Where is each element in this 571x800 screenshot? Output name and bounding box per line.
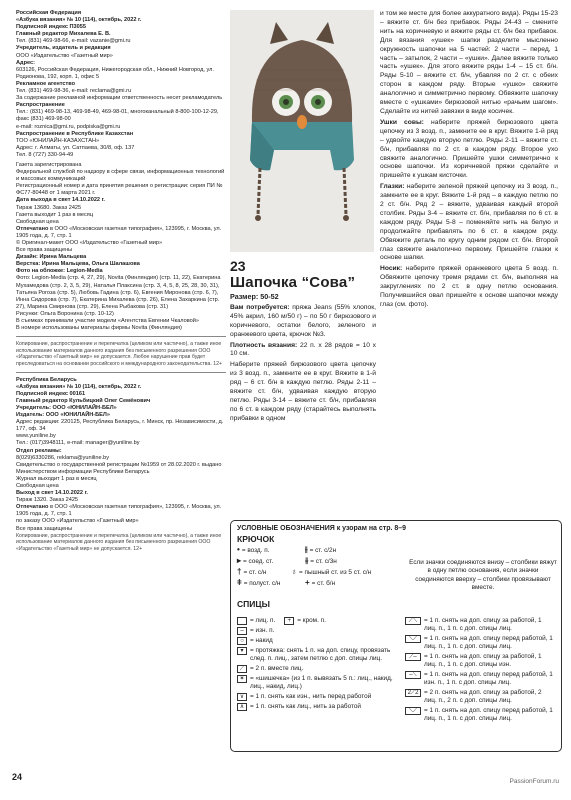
- knit-symbols-left: [237, 617, 397, 713]
- imprint-copyright: © Оригинал-макет ООО «Издательство «Газетный мир»: [16, 240, 163, 246]
- materials-text: пряжа Jeans (55% хлопок, 45% акрил, 160 м/50 г) – по 50 г бирюзового и коричневого, остатки белого, зеленого и оранжевого цвета, крючок №3.: [230, 303, 376, 338]
- nose-heading: Носик:: [380, 265, 403, 273]
- chain-stitch-icon: •: [237, 545, 240, 554]
- purl-stitch-icon: –: [237, 627, 247, 635]
- imprint-novita: В номере использованы материалы фирмы Novita (Финляндия): [16, 325, 182, 332]
- imprint-cert-by: Свидетельство о государственной регистрации №1959 от 28.02.2020 г. выдано Министерством информации Республики Беларусь: [16, 461, 222, 475]
- imprint-tel-ru: Тел. (831) 469-98-66, e-mail: vazanie@gmi.ru: [16, 38, 131, 45]
- imprint-ads-note: За содержание рекламной информации ответственность несет рекламодатель: [16, 95, 223, 102]
- legend-crochet-heading: КРЮЧОК: [237, 534, 275, 544]
- imprint-printed-by: в ООО «Московская газетная типография», 123995, г. Москва, ул. 1905 года, д. 7, стр. 1: [16, 504, 222, 518]
- slip-stitch-icon: ▸: [237, 556, 242, 565]
- legend-k3: = изн. п.: [250, 627, 275, 634]
- bobble-icon: ✶: [237, 675, 247, 683]
- triple-treble-icon: ⫳: [305, 556, 309, 565]
- imprint-run-by: Тираж 1320. Заказ 2425: [16, 497, 79, 504]
- imprint-dist-mail: e-mail: roznica@gmi.ru, podpiska@gmi.ru: [16, 123, 121, 130]
- imprint-drawings: Рисунки: Ольга Воронина (стр. 10-12): [16, 310, 114, 317]
- legend-k6: = 2 п. вместе лиц.: [250, 665, 304, 672]
- imprint-printed-h-by: Отпечатано: [16, 504, 49, 511]
- imprint-photos: Фото: Legion-Media (стр. 4, 27, 29), Novita (Финляндия) (стр. 11, 22), Екатерина Мухамедова (стр. 2, 3, 5, 29), Наталья Плаксина (стр. 3, 4, 5, 8, 25, 28, 30, 31), Татьяна Рогоза (стр. 5), Любовь Гадина (стр. 6), Евгения Миронова (стр. 6, 7), Инна Сидорова (стр. 7), Екатерина Михалева (стр. 26), Елена Захаркина (стр. 27), Марина Смирнова (стр. 29), Елена Рыбакова (стр. 31): [16, 275, 221, 310]
- page-number: 24: [12, 772, 23, 782]
- legend-c8: = ст. б/н: [311, 580, 336, 587]
- legend-r6: = 1 п. снять на доп. спицу перед работой, 1 лиц. п., 1 п. с доп. спицы лиц.: [424, 707, 553, 722]
- eyes-text: наберите зеленой пряжей цепочку из 3 возд. п., замкните ее в круг. Вяжите 1-й ряд – в каждую петлю по 2 ст. б/н. Ряд 2 – вяжите, удваивая каждый второй столбик. Ряды 3-4 – вяжите ст. б/н, прибавляя по 6 ст. в каждом ряду. Ряды 5-8 – поменяйте нить на белую и продолжайте прибавлять по 6 ст. в каждом ряду. Обвяжите деталь по кругу одним рядом ст. б/н. Второй глаз свяжите аналогично первому. Пришейте глазки к основе шапки.: [380, 183, 558, 262]
- cross-left-icon: ⟍⟋: [405, 635, 421, 643]
- imprint-dist-h: Распространение: [16, 102, 65, 109]
- legend-r1: = 1 п. снять на доп. спицу за работой, 1 лиц. п., 1 п. с доп. спицы лиц.: [424, 617, 542, 632]
- imprint-index-by: Подписной индекс 00161: [16, 390, 86, 397]
- nose-text: наберите пряжей оранжевого цвета 5 возд. п. Обвяжите цепочку тремя рядами ст. б/н, выполняя на закруглениях по 2 ст. в одну петлю основания. Получившийся овал пришейте к основе шапочки между глаз (см. фото).: [380, 265, 558, 308]
- ears-text: наберите пряжей бирюзового цвета цепочку из 3 возд. п., замкните ее в круг. Вяжите 1-й ряд – удвойте каждую вторую петлю. Ряды 2-11 – вяжите ст. б/н, прибавляя по 2 ст. в каждом ряду. Второе ухо свяжите аналогично. Пришейте ушки симметрично к основе шапочки. Из коричневой пряжи сделайте и пришейте к ушкам кисточки.: [380, 118, 559, 180]
- imprint-address-h: Адрес:: [16, 59, 36, 66]
- imprint-protected: Все права защищены: [16, 247, 73, 254]
- imprint-legal-ru: Копирование, распространение и перепечатка (целиком или частично), а также иное использование материалов данного издания без письменного разрешения ООО «Издательство «Газетный мир» не допускается. Любое нарушение прав будет преследоваться на основании российского и международного законодательства. 12+: [16, 341, 223, 367]
- density-text: 22 п. х 28 рядов = 10 х 10 см.: [230, 341, 376, 358]
- legend-c7: = полуст. с/н: [243, 580, 281, 587]
- imprint-magazine-by: «Азбука вязания» № 10 (114), октябрь, 2022 г.: [16, 383, 142, 390]
- imprint-country-by: Республика Беларусь: [16, 376, 77, 383]
- imprint-founder-by: Учредитель: ООО «ЮНИЛАЙН-БЕЛ»: [16, 404, 117, 411]
- imprint-dist: Тел.: (831) 469-98-13, 469-98-49, 469-98-01, многоканальный 8-800-100-12-29, факс (831) 469-98-00: [16, 109, 219, 123]
- imprint-run-ru: Тираж 13680. Заказ 2425: [16, 204, 82, 211]
- imprint-tel-by: Тел.: (017)3948111, e-mail: manager@yuniline.by: [16, 440, 140, 447]
- cross-left-purl-icon: –⟍: [405, 671, 421, 679]
- knit-stitch-icon: [237, 617, 247, 625]
- k2tog-icon: ⟋: [237, 665, 247, 673]
- owl-hat-photo: [230, 10, 374, 252]
- imprint-price-by: Свободная цена: [16, 483, 59, 489]
- imprint-ads-by: 8(029)6330286, reklama@yuniline.by: [16, 454, 110, 461]
- imprint-editor-ru: Главный редактор Михалева Е. В.: [16, 31, 111, 38]
- legend-knit-heading: СПИЦЫ: [237, 599, 270, 609]
- legend-k9: = 1 п. снять как лиц., нить за работой: [250, 703, 361, 710]
- imprint-protected-by: Все права защищены: [16, 525, 73, 532]
- cross-right-purl-icon: ⟋–: [405, 653, 421, 661]
- legend-r4: = 1 п. снять на доп. спицу перед работой, 1 изн. п., 1 п. с доп. спицы лиц.: [424, 671, 553, 686]
- imprint-kz-addr: Адрес: г. Алматы, ул. Сатпаева, 30/8, оф. 137: [16, 144, 135, 151]
- imprint-magazine-ru: «Азбука вязания» № 10 (114), октябрь, 2022 г.: [16, 17, 142, 24]
- imprint-freq-ru: Газета выходит 1 раз в месяц: [16, 211, 94, 218]
- yarn-over-icon: ○: [237, 637, 247, 645]
- legend-r5: = 2 п. снять на доп. спицу за работой, 2 лиц. п., 2 п. с доп. спицы лиц.: [424, 689, 542, 704]
- imprint-freq-by: Журнал выходит 1 раз в месяц: [16, 475, 97, 482]
- imprint-address-by: Адрес редакции: 220125, Республика Беларусь, г. Минск, пр. Независимости, д. 177, оф. 34: [16, 419, 224, 433]
- imprint-divider-2: [16, 372, 226, 373]
- eyes-heading: Глазки:: [380, 183, 405, 191]
- half-treble-icon: ǂ: [237, 578, 242, 587]
- imprint-kz-h: Распространение в Республике Казахстан: [16, 130, 134, 137]
- edge-stitch-icon: +: [284, 617, 294, 625]
- legend-k1: = лиц. п.: [250, 617, 276, 624]
- pattern-size: Размер: 50-52: [230, 292, 279, 301]
- imprint-column: [16, 10, 226, 552]
- slip-knitwise-icon: ∧: [237, 703, 247, 711]
- knit-cross-symbols: [405, 617, 555, 725]
- imprint-kz-tel: Тел. 8 (727) 330-94-49: [16, 151, 74, 158]
- imprint-founder-h: Учредитель, издатель и редакция: [16, 45, 111, 52]
- imprint-editor-by: Главный редактор Кульбицкий Олег Семёнович: [16, 397, 151, 404]
- pattern-title: Шапочка “Сова”: [230, 274, 356, 291]
- materials-heading: Вам потребуется:: [230, 303, 290, 311]
- imprint-order-by: по заказу ООО «Издательство «Газетный мир»: [16, 518, 139, 525]
- single-crochet-icon: +: [305, 578, 310, 587]
- legend-k2: = кром. п.: [297, 617, 326, 624]
- legend-heading: УСЛОВНЫЕ ОБОЗНАЧЕНИЯ к узорам на стр. 8–9: [237, 525, 407, 532]
- imprint-founder-org: ООО «Издательство «Газетный мир»: [16, 52, 113, 59]
- legend-c6: = пышный ст. из 5 ст. с/н: [299, 569, 372, 576]
- double-treble-icon: ⫲: [305, 545, 308, 554]
- density-heading: Плотность вязания:: [230, 341, 298, 349]
- imprint-reg-h: Газета зарегистрирована: [16, 161, 82, 168]
- imprint-reg: Федеральной службой по надзору в сфере связи, информационных технологий и массовых коммуникаций: [16, 169, 225, 183]
- legend-c1: = возд. п.: [241, 547, 270, 554]
- treble-icon: †: [237, 567, 242, 576]
- cross-2x2-icon: 2⟋2: [405, 689, 421, 697]
- legend-c4: = ст. с/3н: [310, 558, 337, 565]
- puff-stitch-icon: ♁: [291, 567, 297, 576]
- legend-note: Если значки соединяются внизу – столбики вяжут в одну петлю основания, если значки соединяются вверху – столбики провязывают вместе.: [409, 559, 557, 592]
- imprint-country-ru: Российская Федерация: [16, 10, 82, 16]
- legend-k7: = «шишечка» (из 1 п. вывязать 5 п.: лиц., накид, лиц., накид, лиц.): [250, 675, 393, 690]
- imprint-publisher-by: Издатель: ООО «ЮНИЛАЙН-БЕЛ»: [16, 412, 110, 419]
- imprint-date-by: Выход в свет 14.10.2022 г.: [16, 490, 88, 497]
- legend-c2: = ст. с/2н: [309, 547, 337, 554]
- imprint-printed: в ООО «Московская газетная типография», 123995, г. Москва, ул. 1905 года, д. 7, стр. 1: [16, 225, 222, 239]
- legend-r2: = 1 п. снять на доп. спицу перед работой, 1 лиц. п., 1 п. с доп. спицы лиц.: [424, 635, 553, 650]
- imprint-ads-h-by: Отдел рекламы:: [16, 447, 62, 454]
- imprint-kz-org: ТОО «ЮНИЛАЙН-КАЗАХСТАН»: [16, 137, 100, 144]
- legend-k8: = 1 п. снять как изн., нить перед работой: [250, 693, 372, 700]
- imprint-helpers: В съемках принимали участие модели «Агентства Евгении Чкаловой»: [16, 318, 199, 325]
- pattern-number: 23: [230, 258, 246, 274]
- imprint-printed-h: Отпечатано: [16, 225, 49, 232]
- imprint-price-ru: Свободная цена: [16, 218, 59, 225]
- legend-c5: = ст. с/н: [243, 569, 267, 576]
- pattern-continued-text: и том же месте для более аккуратного вида). Ряды 15-23 – вяжите ст. б/н без прибавок. Ряды 24-43 – смените нить на коричневую и вяжите ряды ст. б/н без прибавок. Для вязания «ушек» шапки разделите мысленно окружность шапочки на 5 частей: 2 части – перед, 1 часть – затылок, 2 части – «ушки». Далее вяжите только часть «ушек». Для этого вяжите ряды 1-4 – 15 ст. б/н. Ряды 5-10 – вяжите ст. б/н, убавляя по 2 ст. с обеих сторон в каждом ряду. Вторые «ушко» свяжите аналогично и симметрично первому. Обвяжите шапочку вместе с «ушками» бирюзовой нитью «рачьим шагом». Сделайте из нитей завязки в виде косичек.: [380, 10, 558, 115]
- legend-k5: = протяжка: снять 1 п. на доп. спицу, провязать след. п. лиц., затем петлю с доп. спицы лиц.: [250, 647, 391, 662]
- legend-r3: = 1 п. снять на доп. спицу за работой, 1 лиц. п., 1 п. с доп. спицы изн.: [424, 653, 542, 668]
- imprint-web-by: www.yuniline.by: [16, 433, 56, 440]
- pattern-continued-column: [380, 10, 558, 310]
- imprint-address: 603126, Российская Федерация, Нижегородская обл., Нижний Новгород, ул. Родионова, 192, корп. 1, офис 5: [16, 66, 214, 80]
- legend-k4: = накид: [250, 637, 273, 644]
- symbols-legend: [230, 520, 562, 752]
- legend-c3: = соед. ст.: [243, 558, 274, 565]
- cross-left-2-icon: ⟍⟋: [405, 707, 421, 715]
- site-watermark: PassionForum.ru: [509, 778, 559, 785]
- imprint-date-ru: Дата выхода в свет 14.10.2022 г.: [16, 197, 105, 204]
- pattern-intro-column: [230, 258, 376, 424]
- imprint-cover-photo: Фото на обложке: Legion-Media: [16, 268, 103, 275]
- imprint-reg2: Регистрационный номер и дата принятия решения о регистрации: серия ПИ № ФС77-80448 от 1 марта 2021 г.: [16, 183, 223, 197]
- imprint-ads: Тел. (831) 469-98-36, e-mail: reclama@gmi.ru: [16, 88, 132, 95]
- imprint-index-ru: Подписной индекс П3055: [16, 24, 86, 31]
- ears-heading: Ушки совы:: [380, 118, 424, 126]
- imprint-layout: Верстка: Ирина Мальцева, Ольга Шалашова: [16, 261, 140, 268]
- pull-through-icon: ▾: [237, 647, 247, 655]
- imprint-divider: [16, 336, 226, 337]
- pattern-body-text: Наберите пряжей бирюзового цвета цепочку из 3 возд. п., замкните ее в круг. Вяжите в 1-й ряд – 6 ст. б/н в каждую петлю. Ряды 2-11 – вяжите ст. б/н, удваивая каждую вторую петлю. Ряды 3-14 – вяжите ст. б/н, прибавляя по 6 ст. в каждом ряду (старайтесь выполнять прибавки в одном: [230, 361, 376, 422]
- slip-purlwise-icon: ∨: [237, 693, 247, 701]
- imprint-design: Дизайн: Ирина Мальцева: [16, 254, 87, 261]
- imprint-legal-by: Копирование, распространение и перепечатка (целиком или частично), а также иное использование материалов данного издания без письменного разрешения ООО «Издательство «Газетный мир» не допускается. 12+: [16, 532, 222, 552]
- imprint-ads-h: Рекламное агентство: [16, 80, 76, 87]
- owl-hat-illustration: [230, 10, 374, 252]
- cross-right-icon: ⟋⟍: [405, 617, 421, 625]
